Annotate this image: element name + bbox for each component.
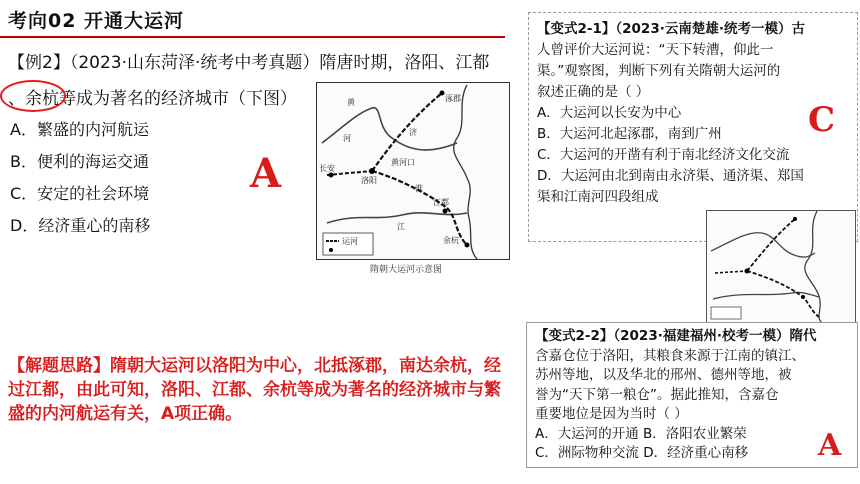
variant-2-2-options-cd: C．洲际物种交流 D．经济重心南移 [535, 445, 749, 461]
map-label-huang: 黄 [347, 98, 355, 107]
variant-2-2-line: 誉为“天下第一粮仓”。据此推知，含嘉仓 [535, 386, 779, 403]
map-label-ji: 济 [409, 128, 417, 137]
variant-2-2-box [526, 322, 858, 468]
example-question-line2: 、余杭等成为著名的经济城市（下图） [8, 89, 297, 109]
map-label-zhuojun: 涿郡 [445, 94, 461, 103]
map-label-luoyang: 洛阳 [361, 176, 377, 185]
variant-2-2-line: 重要地位是因为当时（ ） [535, 406, 688, 422]
example-option-b: B．便利的海运交通 [10, 152, 149, 171]
variant-2-1-option-b: B．大运河北起涿郡，南到广州 [537, 126, 722, 142]
variant-2-2-line: 含嘉仓位于洛阳，其粮食来源于江南的镇江、 [535, 347, 805, 364]
highlight-circle [0, 80, 66, 112]
canal-map-small-svg [707, 211, 855, 323]
variant-2-1-line: 渠。”观察图，判断下列有关隋朝大运河的 [537, 63, 781, 79]
grand-canal-map [316, 82, 510, 260]
variant-2-1-line: 【变式2-1】（2023·云南楚雄·统考一模）古 [537, 21, 805, 37]
title-underline [0, 36, 505, 38]
variant-2-2-options-ab: A．大运河的开通 B．洛阳农业繁荣 [535, 425, 747, 442]
example-option-a: A．繁盛的内河航运 [10, 120, 149, 139]
example-option-c: C．安定的社会环境 [10, 184, 150, 203]
grand-canal-map-svg [317, 83, 509, 259]
map-label-he: 河 [343, 134, 351, 143]
example-option-d: D．经济重心的南移 [10, 216, 151, 235]
variant-2-2-text [535, 327, 853, 464]
variant-2-1-option-c: C．大运河的开凿有利于南北经济文化交流 [537, 147, 790, 163]
map-label-huanghekou: 黄河口 [391, 158, 415, 167]
map-label-huai: 淮 [415, 184, 423, 193]
map-label-yuhang: 余杭 [443, 236, 459, 245]
map-legend-canal: 运河 [342, 237, 358, 246]
variant-2-1-option-d-cont: 渠和江南河四段组成 [537, 189, 659, 205]
page-title: 考向02 开通大运河 [8, 10, 185, 32]
map-label-jiangdu: 江都 [433, 198, 449, 207]
analysis-text: 【解题思路】隋朝大运河以洛阳为中心，北抵涿郡，南达余杭，经过江都，由此可知，洛阳、江都、余杭等成为著名的经济城市与繁盛的内河航运有关，A项正确。 [8, 356, 501, 424]
variant-2-2-line: 苏州等地，以及华北的邢州、德州等地，被 [535, 367, 792, 383]
variant-2-1-option-a: A．大运河以长安为中心 [537, 105, 682, 121]
variant-2-1-answer: C [808, 100, 836, 140]
example-answer: A [250, 150, 282, 197]
variant-2-2-answer: A [818, 428, 842, 463]
variant-2-2-line: 【变式2-2】（2023·福建福州·校考一模）隋代 [535, 328, 817, 344]
variant-2-1-line: 叙述正确的是（ ） [537, 84, 650, 100]
map-label-jiang: 江 [397, 222, 405, 231]
variant-2-1-option-d: D．大运河由北到南由永济渠、通济渠、郑国 [537, 168, 804, 184]
map-caption: 隋朝大运河示意图 [370, 265, 443, 275]
map-label-changan: 长安 [319, 164, 335, 173]
variant-2-1-line: 人曾评价大运河说：“天下转漕，仰此一 [537, 42, 774, 58]
canal-map-small [706, 210, 856, 324]
example-question-line1: 【例2】（2023·山东菏泽·统考中考真题）隋唐时期，洛阳、江都 [8, 53, 490, 73]
